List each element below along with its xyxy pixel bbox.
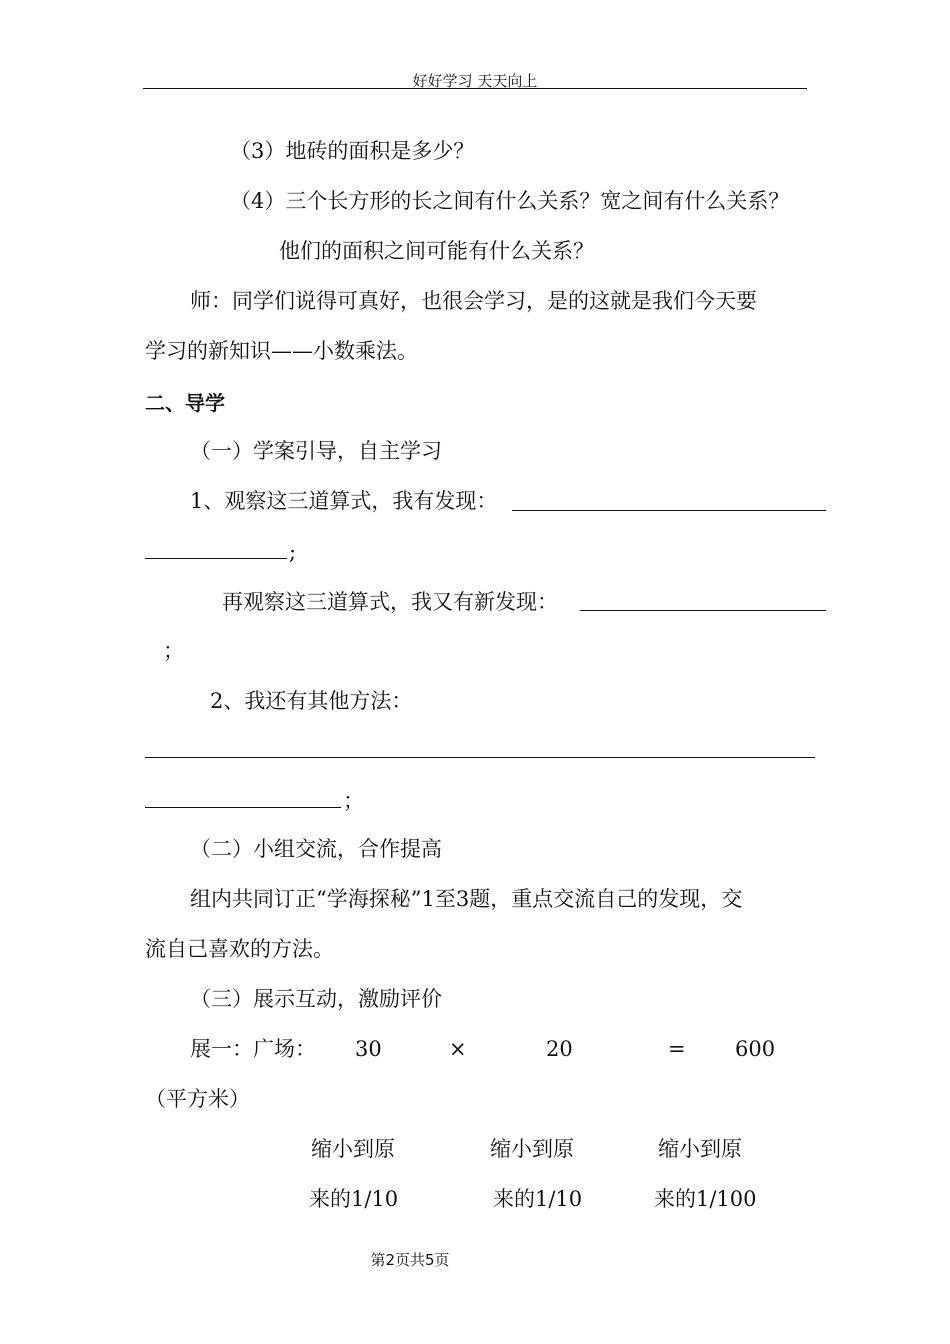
note-2-line-1: 缩小到原 (490, 1137, 574, 1161)
equation-times-sign: × (449, 1037, 467, 1061)
question-3: （3）地砖的面积是多少？ (230, 139, 475, 163)
equation-label: 展一：广场： (190, 1037, 316, 1061)
semicolon-3: ； (343, 789, 364, 813)
subsection-3-heading: （三）展示互动，激励评价 (190, 987, 442, 1011)
semicolon-1: ; (289, 540, 297, 564)
header-rule (143, 88, 807, 89)
answer-blank-1-cont[interactable] (145, 558, 287, 559)
page-number-footer: 第2页共5页 (370, 1251, 450, 1269)
note-1-line-1: 缩小到原 (311, 1137, 395, 1161)
question-4: （4）三个长方形的长之间有什么关系？宽之间有什么关系？ (230, 189, 790, 213)
note-2-line-2: 来的1/10 (493, 1187, 583, 1211)
teacher-line-1: 师：同学们说得可真好，也很会学习，是的这就是我们今天要 (190, 289, 757, 313)
subsection-1-heading: （一）学案引导，自主学习 (190, 439, 442, 463)
item-1-prompt: 1、观察这三道算式，我有发现： (190, 489, 498, 513)
equation-equals-sign: = (668, 1037, 686, 1061)
equation-factor-a: 30 (355, 1037, 382, 1061)
subsection-2-line-1: 组内共同订正“学海探秘”1至3题，重点交流自己的发现，交 (190, 887, 743, 911)
equation-result: 600 (735, 1037, 776, 1061)
note-3-line-1: 缩小到原 (658, 1137, 742, 1161)
page-header: 好好学习 天天向上 (412, 72, 538, 90)
answer-blank-2[interactable] (580, 610, 826, 611)
teacher-line-2: 学习的新知识——小数乘法。 (145, 339, 418, 363)
subsection-2-heading: （二）小组交流，合作提高 (190, 837, 442, 861)
answer-blank-1[interactable] (512, 510, 826, 511)
question-4-continued: 他们的面积之间可能有什么关系？ (279, 239, 594, 263)
answer-blank-3-cont[interactable] (145, 807, 341, 808)
equation-factor-b: 20 (546, 1037, 573, 1061)
subsection-2-line-2: 流自己喜欢的方法。 (145, 937, 334, 961)
note-1-line-2: 来的1/10 (309, 1187, 399, 1211)
equation-unit: （平方米） (145, 1087, 250, 1111)
section-heading-daoxue: 二、导学 (145, 391, 225, 415)
note-3-line-2: 来的1/100 (654, 1187, 757, 1211)
answer-blank-3[interactable] (145, 757, 815, 758)
semicolon-2: ； (163, 639, 184, 663)
item-2-prompt: 2、我还有其他方法： (210, 689, 413, 713)
item-1b-prompt: 再观察这三道算式，我又有新发现： (222, 590, 558, 614)
